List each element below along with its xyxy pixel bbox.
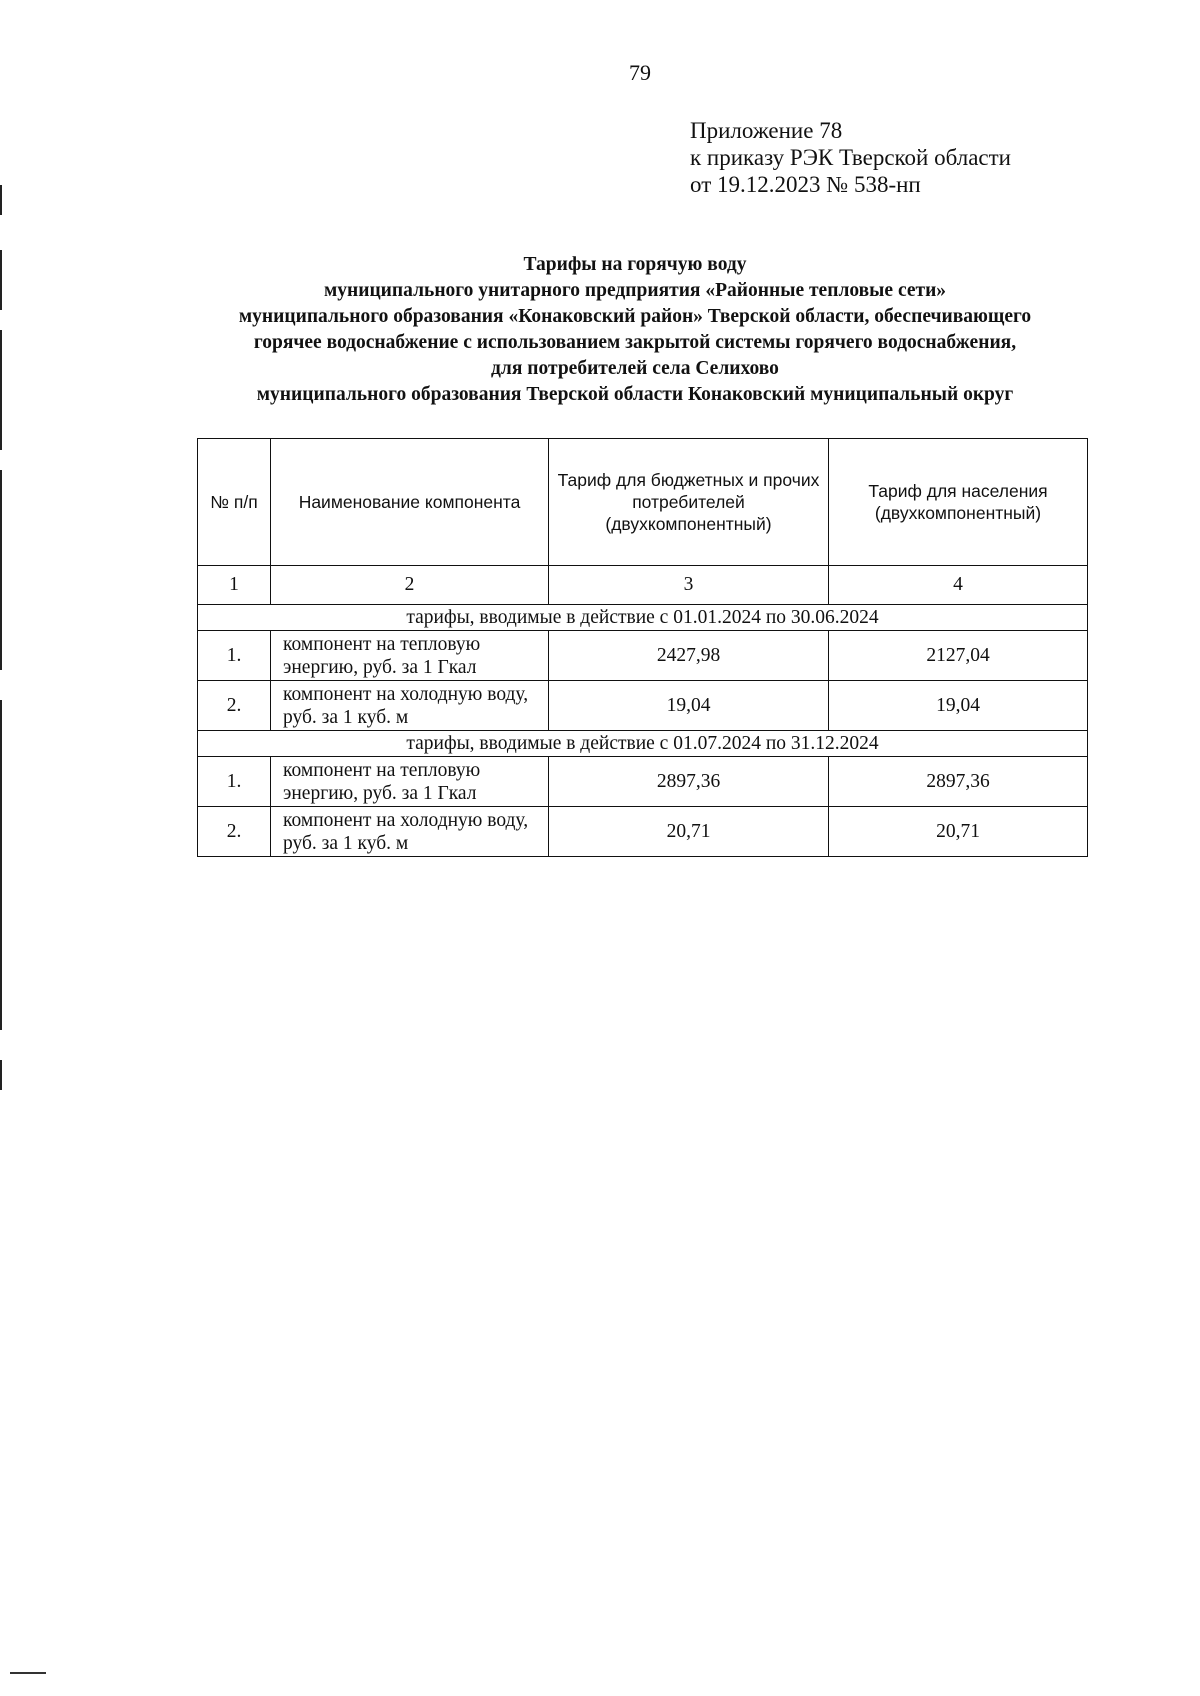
column-number: 2 (271, 566, 549, 605)
title-line: для потребителей села Селихово (491, 358, 779, 379)
scan-mark (0, 700, 2, 1030)
population-tariff-value: 20,71 (829, 807, 1088, 857)
period-row (198, 731, 1088, 757)
budget-tariff-value: 2897,36 (549, 757, 829, 807)
title-line: Тарифы на горячую воду (523, 254, 747, 275)
row-number: 2. (198, 681, 271, 731)
component-name: компонент на холодную воду, руб. за 1 куб. м (271, 807, 549, 857)
component-name: компонент на холодную воду, руб. за 1 куб. м (271, 681, 549, 731)
budget-tariff-value: 19,04 (549, 681, 829, 731)
component-name: компонент на тепловую энергию, руб. за 1 Гкал (271, 631, 549, 681)
title-line: муниципального унитарного предприятия «Районные тепловые сети» (323, 280, 947, 301)
header-component: Наименование компонента (271, 439, 549, 566)
tariff-table (197, 438, 1088, 857)
column-number: 3 (549, 566, 829, 605)
header-number: № п/п (198, 439, 271, 566)
appendix-line: к приказу РЭК Тверской области (690, 145, 1011, 170)
population-tariff-value: 2897,36 (829, 757, 1088, 807)
title-line: муниципального образования «Конаковский район» Тверской области, обеспечивающего (238, 306, 1032, 327)
population-tariff-value: 2127,04 (829, 631, 1088, 681)
scan-mark (0, 330, 2, 450)
budget-tariff-value: 20,71 (549, 807, 829, 857)
column-number-row (198, 566, 1088, 605)
header-population-tariff: Тариф для населения (двухкомпонентный) (829, 439, 1088, 566)
table-row (198, 681, 1088, 731)
scan-mark (0, 470, 2, 670)
appendix-line: от 19.12.2023 № 538-нп (690, 172, 921, 197)
appendix-line: Приложение 78 (690, 118, 843, 143)
title-line: горячее водоснабжение с использованием закрытой системы горячего водоснабжения, (253, 332, 1017, 353)
row-number: 1. (198, 757, 271, 807)
population-tariff-value: 19,04 (829, 681, 1088, 731)
scan-mark (0, 185, 2, 215)
header-budget-tariff: Тариф для бюджетных и прочих потребителей (двухкомпонентный) (549, 439, 829, 566)
component-name: компонент на тепловую энергию, руб. за 1 Гкал (271, 757, 549, 807)
scan-mark (10, 1672, 46, 1674)
period-row (198, 605, 1088, 631)
column-number: 1 (198, 566, 271, 605)
table-row (198, 807, 1088, 857)
budget-tariff-value: 2427,98 (549, 631, 829, 681)
column-number: 4 (829, 566, 1088, 605)
table-header-row (198, 439, 1088, 566)
table-row (198, 631, 1088, 681)
table-row (198, 757, 1088, 807)
scan-mark (0, 1060, 2, 1090)
scan-mark (0, 250, 2, 310)
period-label: тарифы, вводимые в действие с 01.01.2024 по 30.06.2024 (198, 605, 1088, 631)
page-number: 79 (629, 60, 651, 85)
row-number: 1. (198, 631, 271, 681)
row-number: 2. (198, 807, 271, 857)
title-line: муниципального образования Тверской области Конаковский муниципальный округ (256, 384, 1014, 405)
document-title (150, 252, 1120, 408)
appendix-reference (690, 117, 1011, 198)
period-label: тарифы, вводимые в действие с 01.07.2024 по 31.12.2024 (198, 731, 1088, 757)
